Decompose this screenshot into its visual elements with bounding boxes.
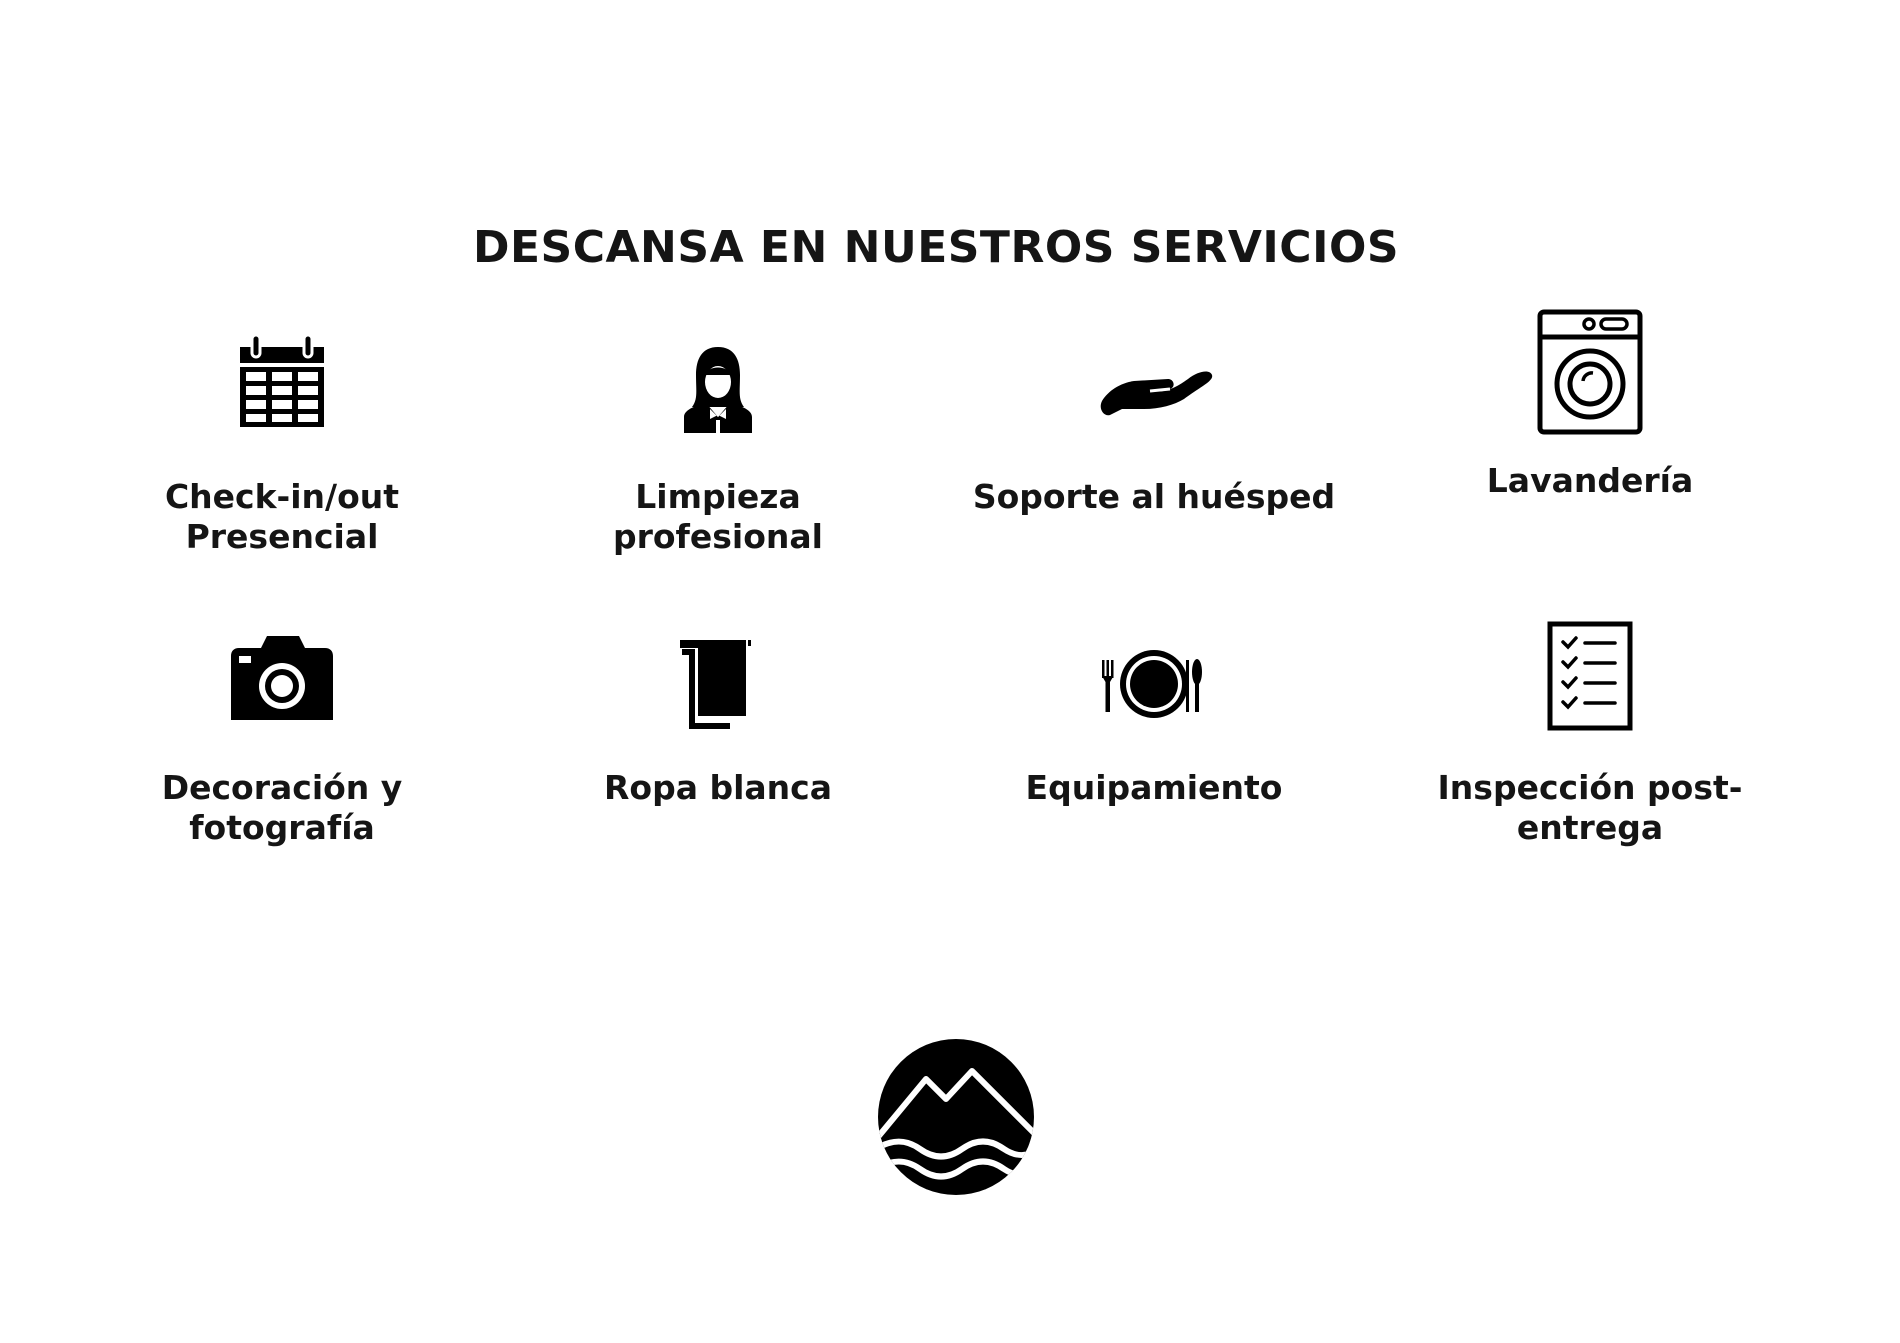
camera-icon xyxy=(227,620,337,730)
service-label: Inspección post- xyxy=(1437,768,1743,807)
service-label: fotografía xyxy=(189,808,375,847)
mountain-waves-logo xyxy=(876,1037,1036,1197)
service-linens xyxy=(508,620,928,808)
plate-cutlery-icon xyxy=(1094,620,1214,730)
service-label: Ropa blanca xyxy=(604,768,832,807)
service-laundry xyxy=(1380,325,1800,501)
service-label: Soporte al huésped xyxy=(972,477,1336,516)
checklist-icon xyxy=(1545,620,1635,732)
housekeeper-icon xyxy=(668,325,768,435)
service-equipment xyxy=(944,620,1364,808)
service-label: Equipamiento xyxy=(1025,768,1283,807)
washing-machine-icon xyxy=(1535,309,1645,435)
service-label: Decoración y xyxy=(161,768,403,807)
service-label: Check-in/out xyxy=(164,477,400,516)
service-label: Limpieza xyxy=(635,477,801,516)
service-inspection xyxy=(1380,620,1800,848)
service-label: Presencial xyxy=(185,517,379,556)
service-decoration-photo xyxy=(72,620,492,848)
service-guest-support xyxy=(944,325,1364,517)
service-label: entrega xyxy=(1516,808,1664,847)
service-label: Lavandería xyxy=(1486,461,1694,500)
helping-hand-icon xyxy=(1094,325,1214,435)
service-cleaning xyxy=(508,325,928,557)
service-label: profesional xyxy=(612,517,823,556)
calendar-icon xyxy=(232,325,332,435)
page-title: DESCANSA EN NUESTROS SERVICIOS xyxy=(472,222,1400,273)
service-check-in-out xyxy=(72,325,492,557)
towel-icon xyxy=(668,620,768,730)
